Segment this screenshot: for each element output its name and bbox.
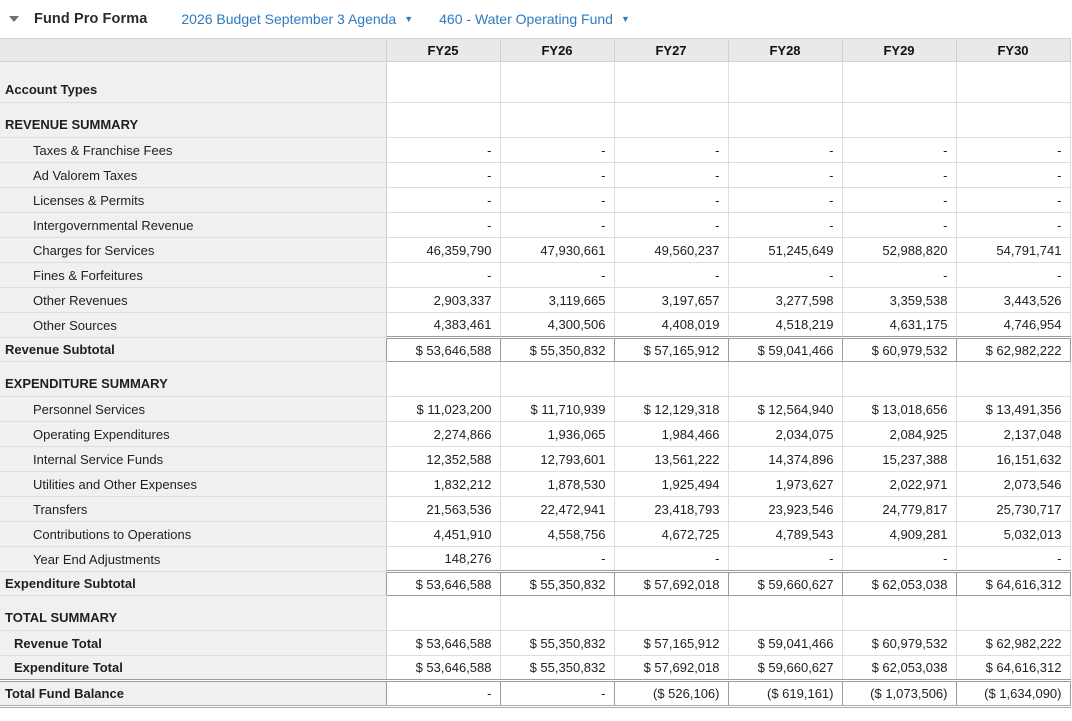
- cell-fy26: 22,472,941: [500, 497, 614, 522]
- cell-fy30: -: [956, 213, 1070, 238]
- cell-fy27: [614, 362, 728, 397]
- cell-fy30: [956, 62, 1070, 103]
- row-label: Operating Expenditures: [0, 422, 386, 447]
- cell-fy25: 12,352,588: [386, 447, 500, 472]
- cell-fy27: 4,408,019: [614, 313, 728, 338]
- cell-fy28: -: [728, 188, 842, 213]
- row-intergovernmental-revenue: [0, 213, 1070, 238]
- cell-fy29: [842, 62, 956, 103]
- cell-fy29: -: [842, 188, 956, 213]
- row-transfers: [0, 497, 1070, 522]
- cell-fy26: -: [500, 188, 614, 213]
- row-expenditure-subtotal: [0, 572, 1070, 596]
- cell-fy29: 2,084,925: [842, 422, 956, 447]
- cell-fy30: $ 64,616,312: [956, 656, 1070, 681]
- cell-fy25: $ 11,023,200: [386, 397, 500, 422]
- cell-fy30: 2,137,048: [956, 422, 1070, 447]
- cell-fy28: -: [728, 547, 842, 572]
- row-label: Fines & Forfeitures: [0, 263, 386, 288]
- row-account-types: [0, 62, 1070, 103]
- cell-fy28: 4,518,219: [728, 313, 842, 338]
- cell-fy30: 3,443,526: [956, 288, 1070, 313]
- cell-fy30: [956, 103, 1070, 138]
- cell-fy27: 1,984,466: [614, 422, 728, 447]
- cell-fy30: 25,730,717: [956, 497, 1070, 522]
- page-title: Fund Pro Forma: [34, 11, 148, 27]
- row-charges-for-services: [0, 238, 1070, 263]
- cell-fy29: ($ 1,073,506): [842, 681, 956, 707]
- cell-fy26: 1,878,530: [500, 472, 614, 497]
- cell-fy28: 1,973,627: [728, 472, 842, 497]
- cell-fy27: $ 57,692,018: [614, 572, 728, 596]
- cell-fy30: 54,791,741: [956, 238, 1070, 263]
- cell-fy28: $ 59,660,627: [728, 656, 842, 681]
- cell-fy28: 3,277,598: [728, 288, 842, 313]
- cell-fy27: 23,418,793: [614, 497, 728, 522]
- cell-fy28: 4,789,543: [728, 522, 842, 547]
- cell-fy25: [386, 103, 500, 138]
- cell-fy29: [842, 596, 956, 631]
- cell-fy25: 46,359,790: [386, 238, 500, 263]
- cell-fy26: 1,936,065: [500, 422, 614, 447]
- cell-fy25: 1,832,212: [386, 472, 500, 497]
- row-contributions-to-operations: [0, 522, 1070, 547]
- row-label: Revenue Total: [0, 631, 386, 656]
- cell-fy26: $ 55,350,832: [500, 656, 614, 681]
- cell-fy27: 1,925,494: [614, 472, 728, 497]
- row-label: Ad Valorem Taxes: [0, 163, 386, 188]
- cell-fy29: -: [842, 263, 956, 288]
- cell-fy30: -: [956, 138, 1070, 163]
- row-label: Licenses & Permits: [0, 188, 386, 213]
- cell-fy27: -: [614, 163, 728, 188]
- row-label: Taxes & Franchise Fees: [0, 138, 386, 163]
- row-label: Transfers: [0, 497, 386, 522]
- cell-fy26: 47,930,661: [500, 238, 614, 263]
- column-header-fy26: FY26: [500, 39, 614, 62]
- cell-fy25: -: [386, 213, 500, 238]
- cell-fy29: $ 62,053,038: [842, 572, 956, 596]
- cell-fy25: 4,451,910: [386, 522, 500, 547]
- row-revenue-subtotal: [0, 338, 1070, 362]
- row-total-summary: [0, 596, 1070, 631]
- cell-fy30: 2,073,546: [956, 472, 1070, 497]
- cell-fy28: ($ 619,161): [728, 681, 842, 707]
- row-label: Internal Service Funds: [0, 447, 386, 472]
- row-label: Expenditure Total: [0, 656, 386, 681]
- cell-fy30: -: [956, 547, 1070, 572]
- cell-fy25: 2,274,866: [386, 422, 500, 447]
- cell-fy27: 4,672,725: [614, 522, 728, 547]
- pro-forma-table: [0, 38, 1071, 708]
- column-header-fy29: FY29: [842, 39, 956, 62]
- cell-fy25: $ 53,646,588: [386, 656, 500, 681]
- cell-fy28: 23,923,546: [728, 497, 842, 522]
- cell-fy30: 4,746,954: [956, 313, 1070, 338]
- fund-dropdown[interactable]: [439, 11, 630, 27]
- cell-fy30: -: [956, 188, 1070, 213]
- cell-fy26: -: [500, 681, 614, 707]
- cell-fy26: 4,558,756: [500, 522, 614, 547]
- cell-fy28: 2,034,075: [728, 422, 842, 447]
- cell-fy29: $ 62,053,038: [842, 656, 956, 681]
- cell-fy26: 3,119,665: [500, 288, 614, 313]
- cell-fy28: $ 59,041,466: [728, 631, 842, 656]
- cell-fy30: -: [956, 163, 1070, 188]
- cell-fy26: $ 55,350,832: [500, 631, 614, 656]
- cell-fy27: [614, 62, 728, 103]
- budget-dropdown-label: 2026 Budget September 3 Agenda: [181, 11, 397, 27]
- cell-fy26: -: [500, 547, 614, 572]
- row-label: Revenue Subtotal: [0, 338, 386, 362]
- column-header-fy25: FY25: [386, 39, 500, 62]
- cell-fy28: 14,374,896: [728, 447, 842, 472]
- cell-fy30: ($ 1,634,090): [956, 681, 1070, 707]
- row-label: Utilities and Other Expenses: [0, 472, 386, 497]
- cell-fy25: -: [386, 263, 500, 288]
- cell-fy29: 4,909,281: [842, 522, 956, 547]
- cell-fy25: 21,563,536: [386, 497, 500, 522]
- row-label: Intergovernmental Revenue: [0, 213, 386, 238]
- row-label: Other Sources: [0, 313, 386, 338]
- row-label: EXPENDITURE SUMMARY: [0, 362, 386, 397]
- cell-fy28: 51,245,649: [728, 238, 842, 263]
- cell-fy30: $ 62,982,222: [956, 631, 1070, 656]
- cell-fy29: -: [842, 163, 956, 188]
- row-label: REVENUE SUMMARY: [0, 103, 386, 138]
- row-label: Year End Adjustments: [0, 547, 386, 572]
- cell-fy25: $ 53,646,588: [386, 631, 500, 656]
- cell-fy28: -: [728, 213, 842, 238]
- toolbar: [0, 0, 1072, 38]
- cell-fy25: -: [386, 163, 500, 188]
- row-revenue-summary: [0, 103, 1070, 138]
- column-header-fy30: FY30: [956, 39, 1070, 62]
- cell-fy29: 3,359,538: [842, 288, 956, 313]
- cell-fy25: -: [386, 188, 500, 213]
- row-label: Account Types: [0, 62, 386, 103]
- cell-fy25: 148,276: [386, 547, 500, 572]
- cell-fy26: -: [500, 213, 614, 238]
- cell-fy30: $ 62,982,222: [956, 338, 1070, 362]
- cell-fy26: -: [500, 138, 614, 163]
- caret-down-icon: ▼: [620, 14, 630, 24]
- row-label: Contributions to Operations: [0, 522, 386, 547]
- cell-fy26: 4,300,506: [500, 313, 614, 338]
- cell-fy26: [500, 103, 614, 138]
- row-revenue-total: [0, 631, 1070, 656]
- cell-fy27: -: [614, 213, 728, 238]
- fund-dropdown-label: 460 - Water Operating Fund: [439, 11, 613, 27]
- cell-fy26: -: [500, 263, 614, 288]
- row-other-revenues: [0, 288, 1070, 313]
- column-header-fy27: FY27: [614, 39, 728, 62]
- cell-fy27: $ 12,129,318: [614, 397, 728, 422]
- cell-fy29: -: [842, 138, 956, 163]
- cell-fy26: [500, 596, 614, 631]
- row-expenditure-summary: [0, 362, 1070, 397]
- cell-fy28: $ 59,041,466: [728, 338, 842, 362]
- column-header-row: [0, 39, 1070, 62]
- cell-fy27: $ 57,692,018: [614, 656, 728, 681]
- budget-dropdown[interactable]: [181, 11, 413, 27]
- cell-fy27: 13,561,222: [614, 447, 728, 472]
- row-utilities-and-other-expenses: [0, 472, 1070, 497]
- cell-fy29: $ 60,979,532: [842, 338, 956, 362]
- cell-fy25: -: [386, 681, 500, 707]
- cell-fy27: -: [614, 188, 728, 213]
- cell-fy25: [386, 62, 500, 103]
- cell-fy27: 3,197,657: [614, 288, 728, 313]
- cell-fy26: $ 55,350,832: [500, 572, 614, 596]
- row-label: Expenditure Subtotal: [0, 572, 386, 596]
- cell-fy30: [956, 362, 1070, 397]
- row-expenditure-total: [0, 656, 1070, 681]
- row-ad-valorem-taxes: [0, 163, 1070, 188]
- cell-fy28: $ 12,564,940: [728, 397, 842, 422]
- cell-fy27: -: [614, 138, 728, 163]
- row-licenses-permits: [0, 188, 1070, 213]
- row-label-column-header: [0, 39, 386, 62]
- row-label: Personnel Services: [0, 397, 386, 422]
- cell-fy27: -: [614, 263, 728, 288]
- cell-fy29: [842, 103, 956, 138]
- cell-fy29: [842, 362, 956, 397]
- cell-fy27: [614, 596, 728, 631]
- cell-fy27: -: [614, 547, 728, 572]
- cell-fy28: [728, 103, 842, 138]
- cell-fy29: 24,779,817: [842, 497, 956, 522]
- cell-fy29: $ 13,018,656: [842, 397, 956, 422]
- cell-fy29: $ 60,979,532: [842, 631, 956, 656]
- cell-fy25: [386, 596, 500, 631]
- cell-fy27: 49,560,237: [614, 238, 728, 263]
- cell-fy28: [728, 596, 842, 631]
- row-taxes-franchise-fees: [0, 138, 1070, 163]
- collapse-chevron-icon[interactable]: [9, 16, 19, 22]
- cell-fy26: -: [500, 163, 614, 188]
- row-personnel-services: [0, 397, 1070, 422]
- cell-fy30: -: [956, 263, 1070, 288]
- cell-fy29: 4,631,175: [842, 313, 956, 338]
- row-label: Other Revenues: [0, 288, 386, 313]
- row-label: Charges for Services: [0, 238, 386, 263]
- caret-down-icon: ▼: [404, 14, 414, 24]
- cell-fy28: -: [728, 138, 842, 163]
- cell-fy27: ($ 526,106): [614, 681, 728, 707]
- cell-fy30: [956, 596, 1070, 631]
- cell-fy30: $ 64,616,312: [956, 572, 1070, 596]
- cell-fy30: 16,151,632: [956, 447, 1070, 472]
- cell-fy26: $ 11,710,939: [500, 397, 614, 422]
- row-year-end-adjustments: [0, 547, 1070, 572]
- cell-fy27: [614, 103, 728, 138]
- cell-fy25: 2,903,337: [386, 288, 500, 313]
- cell-fy26: [500, 362, 614, 397]
- cell-fy25: $ 53,646,588: [386, 338, 500, 362]
- cell-fy29: 2,022,971: [842, 472, 956, 497]
- row-fines-forfeitures: [0, 263, 1070, 288]
- row-label: TOTAL SUMMARY: [0, 596, 386, 631]
- cell-fy29: -: [842, 547, 956, 572]
- cell-fy26: 12,793,601: [500, 447, 614, 472]
- row-label: Total Fund Balance: [0, 681, 386, 707]
- cell-fy27: $ 57,165,912: [614, 631, 728, 656]
- cell-fy29: 52,988,820: [842, 238, 956, 263]
- cell-fy25: [386, 362, 500, 397]
- cell-fy28: -: [728, 263, 842, 288]
- column-header-fy28: FY28: [728, 39, 842, 62]
- cell-fy28: [728, 362, 842, 397]
- row-internal-service-funds: [0, 447, 1070, 472]
- cell-fy25: -: [386, 138, 500, 163]
- cell-fy25: 4,383,461: [386, 313, 500, 338]
- cell-fy26: $ 55,350,832: [500, 338, 614, 362]
- cell-fy26: [500, 62, 614, 103]
- row-other-sources: [0, 313, 1070, 338]
- cell-fy27: $ 57,165,912: [614, 338, 728, 362]
- row-operating-expenditures: [0, 422, 1070, 447]
- cell-fy29: 15,237,388: [842, 447, 956, 472]
- cell-fy30: 5,032,013: [956, 522, 1070, 547]
- cell-fy28: $ 59,660,627: [728, 572, 842, 596]
- cell-fy30: $ 13,491,356: [956, 397, 1070, 422]
- cell-fy28: -: [728, 163, 842, 188]
- cell-fy28: [728, 62, 842, 103]
- row-total-fund-balance: [0, 681, 1070, 707]
- cell-fy29: -: [842, 213, 956, 238]
- cell-fy25: $ 53,646,588: [386, 572, 500, 596]
